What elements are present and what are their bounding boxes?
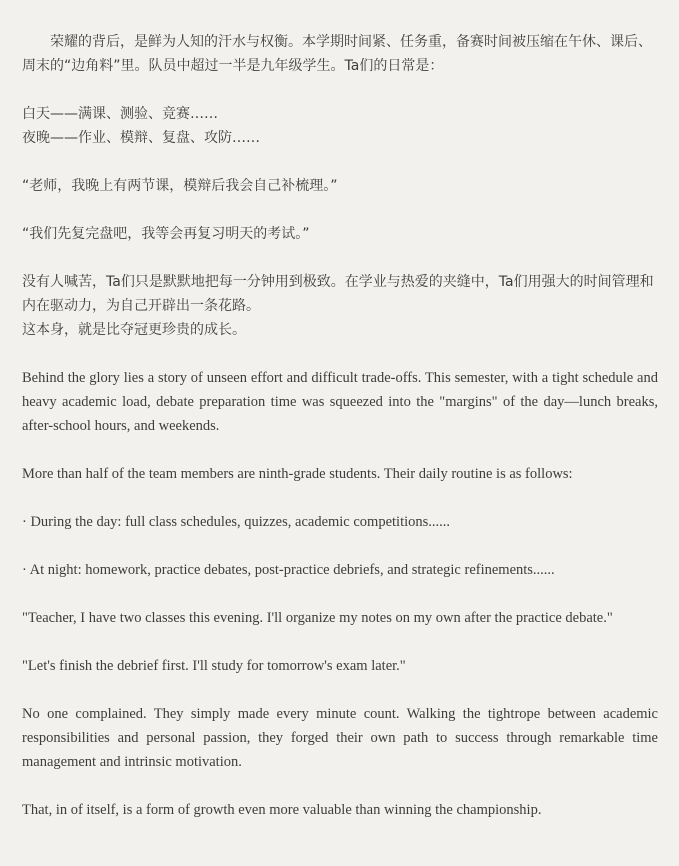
zh-daytime-line: 白天——满课、测验、竞赛…… — [22, 106, 218, 122]
spacer — [22, 78, 658, 102]
zh-intro-paragraph: 荣耀的背后，是鲜为人知的汗水与权衡。本学期时间紧、任务重，备赛时间被压缩在午休、课后、周末的“边角料”里。队员中超过一半是九年级学生。Ta们的日常是： — [22, 34, 652, 74]
spacer — [22, 534, 658, 558]
spacer — [22, 774, 658, 798]
spacer — [22, 438, 658, 462]
spacer — [22, 246, 658, 270]
spacer — [22, 342, 658, 366]
en-conclusion-paragraph: No one complained. They simply made every minute count. Walking the tightrope between academic responsibilities and personal passion, they forged their own path to success through remarkable time management and intrinsic motivation. — [22, 706, 658, 770]
en-quote-2: "Let's finish the debrief first. I'll study for tomorrow's exam later." — [22, 658, 406, 674]
spacer — [22, 150, 658, 174]
en-team-paragraph: More than half of the team members are ninth-grade students. Their daily routine is as follows: — [22, 466, 573, 482]
en-closing-line: That, in of itself, is a form of growth even more valuable than winning the championship. — [22, 802, 542, 818]
en-intro-paragraph: Behind the glory lies a story of unseen effort and difficult trade-offs. This semester, with a tight schedule and heavy academic load, debate preparation time was squeezed into the "margins" of the day—lunch breaks, after-school hours, and weekends. — [22, 370, 658, 434]
zh-quote-1: “老师，我晚上有两节课，模辩后我会自己补梳理。” — [22, 178, 338, 194]
zh-conclusion-paragraph: 没有人喊苦，Ta们只是默默地把每一分钟用到极致。在学业与热爱的夹缝中，Ta们用强大的时间管理和内在驱动力，为自己开辟出一条花路。 — [22, 274, 654, 314]
spacer — [22, 678, 658, 702]
zh-quote-2: “我们先复完盘吧，我等会再复习明天的考试。” — [22, 226, 310, 242]
zh-night-line: 夜晚——作业、模辩、复盘、攻防…… — [22, 130, 260, 146]
spacer — [22, 630, 658, 654]
article-body — [22, 30, 658, 822]
spacer — [22, 582, 658, 606]
zh-closing-line: 这本身，就是比夺冠更珍贵的成长。 — [22, 322, 246, 338]
en-daytime-line: · During the day: full class schedules, quizzes, academic competitions...... — [22, 514, 451, 530]
spacer — [22, 486, 658, 510]
en-quote-1: "Teacher, I have two classes this evening. I'll organize my notes on my own after the practice debate." — [22, 610, 613, 626]
en-night-line: · At night: homework, practice debates, post-practice debriefs, and strategic refinements...... — [22, 562, 555, 578]
spacer — [22, 198, 658, 222]
